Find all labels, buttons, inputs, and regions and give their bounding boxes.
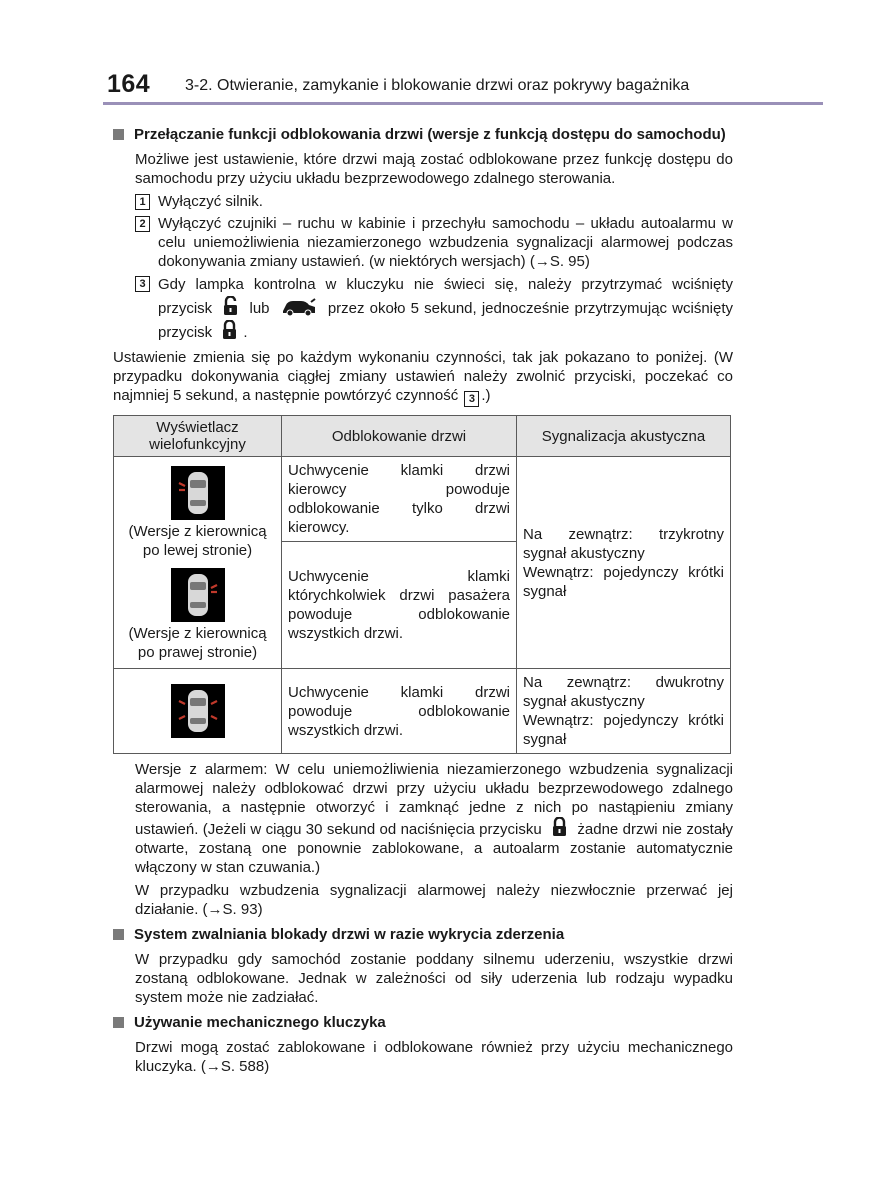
table-header-signal: Sygnalizacja akustyczna	[517, 416, 731, 457]
section-text: Drzwi mogą zostać zablokowane i odblokowane również przy użyciu mechanicznego kluczyka. (→S. 588)	[135, 1039, 733, 1075]
lhd-label: (Wersje z kierownicą po lewej stronie)	[128, 522, 267, 559]
unlock-driver-only: Uchwycenie klamki drzwi kierowcy powoduje odblokowanie tylko drzwi kierowcy.	[282, 457, 517, 542]
note-text: Ustawienie zmienia się po każdym wykonaniu czynności, tak jak pokazano to poniżej. (W przypadku dokonywania ciągłej zmiany ustawień należy zwolnić przyciski, poczekać co najmniej 5 sekund, a następnie powtórzyć czynność	[113, 349, 733, 404]
note-text-end: .)	[481, 387, 491, 404]
unlock-settings-table	[113, 415, 731, 754]
step-3	[135, 274, 733, 344]
table-header-display: Wyświetlacz wielofunkcyjny	[114, 416, 282, 457]
setting-change-note	[113, 348, 733, 407]
section-bullet	[113, 929, 124, 940]
signal-two-beeps: Na zewnątrz: dwukrotny sygnał akustyczny Wewnątrz: pojedynczy krótki sygnał	[517, 669, 731, 754]
section-title: Używanie mechanicznego kluczyka	[134, 1014, 386, 1031]
table-header-unlock: Odblokowanie drzwi	[282, 416, 517, 457]
step-number: 2	[135, 216, 150, 232]
section-mechanical-key	[113, 1013, 733, 1032]
car-display-icon	[171, 568, 225, 622]
step-number: 1	[135, 194, 150, 210]
table-row	[114, 669, 731, 754]
lock-icon	[552, 817, 567, 837]
step-text: Wyłączyć silnik.	[158, 193, 263, 210]
section-title: Przełączanie funkcji odblokowania drzwi (wersje z funkcją dostępu do samochodu)	[134, 126, 726, 143]
section-bullet	[113, 129, 124, 140]
page-content	[113, 125, 733, 1080]
header-rule	[103, 102, 823, 105]
alarm-stop-note: W przypadku wzbudzenia sygnalizacji alarmowej należy niezwłocznie przerwać jej działanie. (→S. 93)	[135, 882, 733, 918]
page-number: 164	[107, 70, 151, 98]
section-text: W przypadku gdy samochód zostanie poddany silnemu uderzeniu, wszystkie drzwi zostaną odblokowane. Jednak w zależności od siły uderzenia lub rodzaju wypadku system może nie zadziałać.	[135, 951, 733, 1006]
alarm-note-text: Wersje z alarmem: W celu uniemożliwienia niezamierzonego wzbudzenia sygnalizacji alarmowej należy odblokować drzwi przy użyciu układu bezprzewodowego zdalnego sterowania, a następnie otworzyć i zamknąć jedne z nich po nastąpieniu zmiany ustawień. (Jeżeli w ciągu 30 sekund od naciśnięcia przycisku	[135, 761, 733, 838]
step-text: Gdy lampka kontrolna w kluczyku nie świeci się, należy przytrzymać wciśnięty przycisk	[158, 276, 733, 317]
display-cell-driver	[114, 457, 282, 669]
chapter-title: 3-2. Otwieranie, zamykanie i blokowanie drzwi oraz pokrywy bagażnika	[185, 77, 690, 94]
step-text: przez około 5 sekund, jednocześnie przytrzymując wciśnięty przycisk	[158, 300, 734, 341]
alarm-note-text: żadne drzwi nie zostały otwarte, zostaną one ponownie zablokowane, a autoalarm zostanie automatycznie włączony w stan czuwania.)	[135, 821, 734, 876]
alarm-note	[135, 760, 733, 919]
step-number-ref: 3	[464, 391, 479, 407]
step-1	[135, 192, 733, 211]
section-collision-unlock	[113, 925, 733, 944]
table-row	[114, 457, 731, 542]
car-display-icon	[171, 684, 225, 738]
unlock-all-passenger: Uchwycenie klamki którychkolwiek drzwi pasażera powoduje odblokowanie wszystkich drzwi.	[282, 542, 517, 669]
section-bullet	[113, 1017, 124, 1028]
section-title: System zwalniania blokady drzwi w razie wykrycia zderzenia	[134, 926, 565, 943]
trunk-icon	[281, 298, 317, 316]
step-2	[135, 214, 733, 271]
step-text-end: .	[243, 324, 248, 341]
step-text: Wyłączyć czujniki – ruchu w kabinie i przechyłu samochodu – układu autoalarmu w celu uniemożliwienia niezamierzonego wzbudzenia sygnalizacji alarmowej podczas dokonywania zmiany ustawień. (w niektórych wersjach) (→S. 95)	[158, 215, 733, 270]
section-intro: Możliwe jest ustawienie, które drzwi mają zostać odblokowane przez funkcję dostępu do samochodu przy użyciu układu bezprzewodowego zdalnego sterowania.	[135, 151, 733, 187]
step-text-or: lub	[249, 300, 270, 317]
lock-icon	[222, 320, 237, 340]
signal-three-beeps: Na zewnątrz: trzykrotny sygnał akustyczny Wewnątrz: pojedynczy krótki sygnał	[517, 457, 731, 669]
unlock-all-doors: Uchwycenie klamki drzwi powoduje odblokowanie wszystkich drzwi.	[282, 669, 517, 754]
rhd-label: (Wersje z kierownicą po prawej stronie)	[128, 624, 267, 661]
unlock-icon	[223, 296, 238, 316]
display-cell-all	[114, 669, 282, 754]
section-door-unlock-switch	[113, 125, 733, 144]
car-display-icon	[171, 466, 225, 520]
step-number: 3	[135, 276, 150, 292]
